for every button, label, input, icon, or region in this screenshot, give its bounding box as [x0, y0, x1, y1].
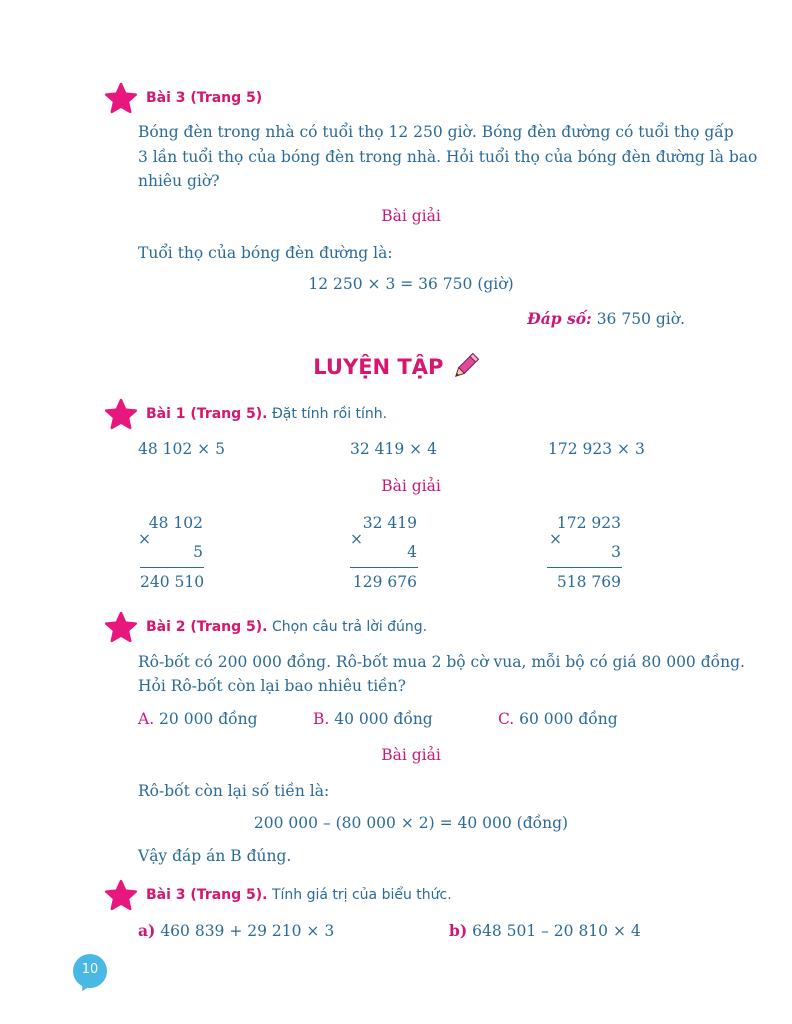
- section-title-text: LUYỆN TẬP: [313, 355, 444, 379]
- option-text: 60 000 đồng: [514, 710, 618, 728]
- expression-part: [449, 922, 641, 940]
- result-line: [547, 567, 622, 568]
- option-letter: A.: [138, 710, 155, 728]
- solution-title: Bài giải: [381, 746, 441, 764]
- answer-option: [313, 710, 433, 728]
- product: 518 769: [556, 573, 621, 591]
- multiplicand: 172 923: [556, 514, 621, 532]
- section-title: [0, 352, 792, 382]
- star-icon: [104, 82, 138, 114]
- exercise-desc: Chọn câu trả lời đúng.: [267, 619, 428, 635]
- calculation: 200 000 – (80 000 × 2) = 40 000 (đồng): [253, 814, 569, 832]
- result-line: [140, 567, 204, 568]
- task-expression: 172 923 × 3: [548, 440, 645, 458]
- task-expression: 32 419 × 4: [350, 440, 437, 458]
- conclusion: Vậy đáp án B đúng.: [138, 847, 292, 865]
- option-letter: B.: [313, 710, 330, 728]
- answer-label: Đáp số:: [527, 309, 592, 328]
- multiplier: 4: [407, 543, 417, 561]
- part-expression: 648 501 – 20 810 × 4: [467, 922, 641, 940]
- option-text: 40 000 đồng: [329, 710, 433, 728]
- exercise-label: Bài 3 (Trang 5): [146, 90, 263, 106]
- star-icon: [104, 879, 138, 911]
- exercise-label: Bài 1 (Trang 5).: [146, 406, 268, 422]
- multiply-sign: ×: [138, 530, 151, 548]
- solution-line: Rô-bốt còn lại số tiền là:: [138, 782, 330, 800]
- problem-text-line: Hỏi Rô-bốt còn lại bao nhiêu tiền?: [138, 677, 406, 695]
- multiplicand: 48 102: [148, 514, 203, 532]
- task-expression: 48 102 × 5: [138, 440, 225, 458]
- multiply-sign: ×: [350, 530, 363, 548]
- pencil-icon: [451, 352, 479, 382]
- problem-text-line: 3 lần tuổi thọ của bóng đèn trong nhà. Hỏi tuổi thọ của bóng đèn đường là bao: [138, 148, 758, 166]
- multiply-sign: ×: [549, 530, 562, 548]
- final-answer: [400, 310, 685, 328]
- multiplier: 3: [611, 543, 621, 561]
- star-icon: [104, 611, 138, 643]
- solution-title: Bài giải: [381, 477, 441, 495]
- answer-option: [138, 710, 258, 728]
- heading-text: [146, 406, 387, 422]
- problem-text-line: Bóng đèn trong nhà có tuổi thọ 12 250 giờ. Bóng đèn đường có tuổi thọ gấp: [138, 123, 734, 141]
- heading-text: [146, 619, 427, 635]
- calculation: 12 250 × 3 = 36 750 (giờ): [308, 275, 514, 293]
- result-line: [350, 567, 418, 568]
- exercise-label: Bài 3 (Trang 5).: [146, 887, 268, 903]
- problem-text-line: Rô-bốt có 200 000 đồng. Rô-bốt mua 2 bộ cờ vua, mỗi bộ có giá 80 000 đồng.: [138, 653, 745, 671]
- option-letter: C.: [498, 710, 515, 728]
- solution-line: Tuổi thọ của bóng đèn đường là:: [138, 244, 393, 262]
- option-text: 20 000 đồng: [154, 710, 258, 728]
- solution-title: Bài giải: [381, 207, 441, 225]
- multiplier: 5: [193, 543, 203, 561]
- star-icon: [104, 398, 138, 430]
- multiplicand: 32 419: [362, 514, 417, 532]
- exercise-desc: Đặt tính rồi tính.: [267, 406, 388, 422]
- exercise-label: Bài 2 (Trang 5).: [146, 619, 268, 635]
- part-expression: 460 839 + 29 210 × 3: [155, 922, 335, 940]
- product: 240 510: [140, 573, 205, 591]
- heading-text: [146, 887, 452, 903]
- page-number: 10: [81, 962, 99, 977]
- exercise-desc: Tính giá trị của biểu thức.: [267, 887, 452, 903]
- problem-text-line: nhiêu giờ?: [138, 172, 220, 190]
- answer-value: 36 750 giờ.: [591, 310, 685, 328]
- answer-option: [498, 710, 618, 728]
- product: 129 676: [352, 573, 417, 591]
- part-letter: b): [449, 921, 468, 940]
- part-letter: a): [138, 921, 156, 940]
- expression-part: [138, 922, 334, 940]
